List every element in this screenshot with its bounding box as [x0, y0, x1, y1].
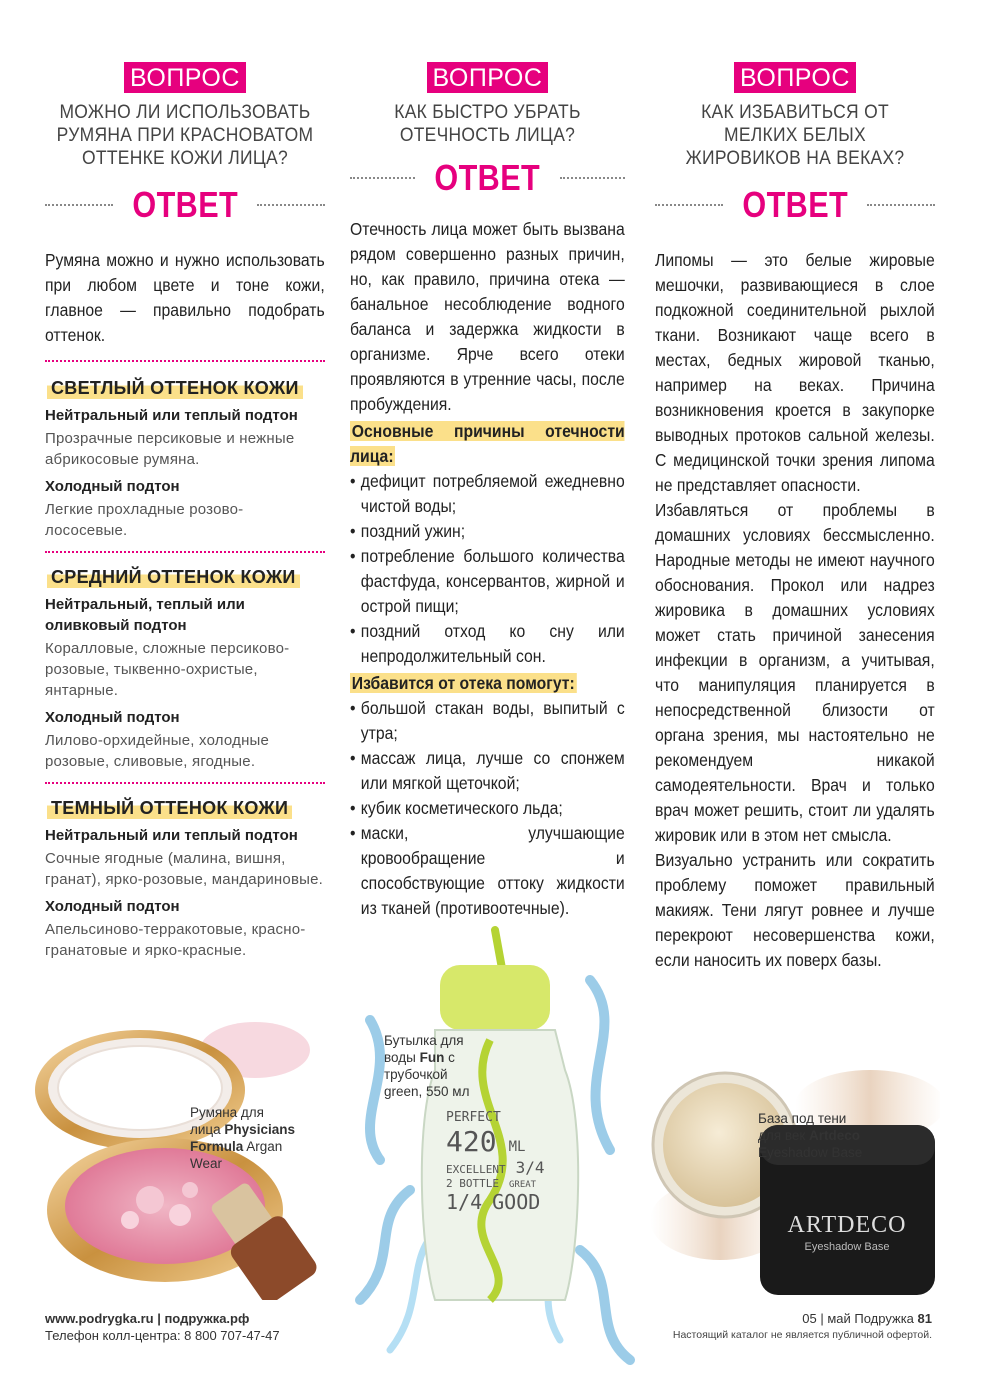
- pink-dotted-divider: [45, 360, 325, 362]
- caption-brand: Physicians Formula: [190, 1122, 295, 1154]
- undertone-label: Холодный подтон: [45, 898, 180, 915]
- caption-text: с трубочкой green, 550 мл: [384, 1050, 470, 1099]
- page-num: 81: [917, 1311, 932, 1326]
- undertone-label: Холодный подтон: [45, 709, 180, 726]
- list-item: • большой стакан воды, выпитый с утра;: [350, 696, 625, 746]
- help-block: [350, 671, 625, 921]
- bottle-text: ML: [508, 1139, 526, 1155]
- undertone-label: Нейтральный, теплый или оливковый подтон: [45, 596, 245, 634]
- pink-dotted-divider: [45, 782, 325, 784]
- bottle-markings: [446, 1110, 556, 1214]
- answer-header: [45, 184, 325, 226]
- question-text: КАК БЫСТРО УБРАТЬ ОТЕЧНОСТЬ ЛИЦА?: [394, 102, 581, 146]
- undertone-label: Нейтральный или теплый подтон: [45, 407, 298, 424]
- answer-paragraph: Избавляться от проблемы в домашних условиях бессмысленно. Народные методы не имеют научного обоснования. Прокол или надрез жировика в домашних условиях может стать причиной занесения инфекции в организм, а учитывая, что манипуляция планируется в непосредственной близости от органа зрения, мы настоятельно не рекомендуем никакой самодеятельности. Врач и только врач может решить, стоит ли удалять жировик или в этом нет смысла.: [655, 500, 935, 845]
- question-badge: ВОПРОС: [427, 62, 549, 93]
- tone-heading: СРЕДНИЙ ОТТЕНОК КОЖИ: [47, 567, 300, 588]
- answer-title: ОТВЕТ: [132, 184, 238, 225]
- list-item: • массаж лица, лучше со спонжем или мягкой щеточкой;: [350, 746, 625, 796]
- shade-list: Коралловые, сложные персиково-розовые, тыквенно-охристые, янтарные.: [45, 640, 290, 699]
- column-puffiness: [350, 62, 625, 921]
- bottle-text: GREAT: [508, 1180, 537, 1190]
- list-item: • дефицит потребляемой ежедневно чистой воды;: [350, 469, 625, 519]
- jar-brand: ARTDECO: [787, 1212, 907, 1238]
- dotted-divider: [655, 204, 723, 206]
- question-text: КАК ИЗБАВИТЬСЯ ОТ МЕЛКИХ БЕЛЫХ ЖИРОВИКОВ НА ВЕКАХ?: [685, 102, 905, 169]
- footer-page-info: [673, 1310, 932, 1344]
- bottle-text: 420: [446, 1125, 497, 1158]
- shade-list: Лилово-орхидейные, холодные розовые, сливовые, ягодные.: [45, 732, 270, 770]
- question-text: МОЖНО ЛИ ИСПОЛЬЗОВАТЬ РУМЯНА ПРИ КРАСНОВАТОМ ОТТЕНКЕ КОЖИ ЛИЦА?: [56, 102, 314, 169]
- caption-text: Argan Wear: [190, 1139, 283, 1171]
- dotted-divider: [560, 177, 625, 179]
- answer-intro: Отечность лица может быть вызвана рядом совершенно разных причин, но, как правило, причина отека — банальное несоблюдение водного баланса и задержка жидкости в организме. Ярче всего отеки проявляются в утренние часы, после пробуждения.: [350, 219, 625, 414]
- causes-block: [350, 419, 625, 669]
- list-item: • поздний отход ко сну или непродолжительный сон.: [350, 619, 625, 669]
- jar-product: Eyeshadow Base: [804, 1241, 890, 1253]
- caption-text: База под тени для век: [758, 1111, 847, 1143]
- list-item: • маски, улучшающие кровообращение и способствующие оттоку жидкости из тканей (противоотечные).: [350, 821, 625, 921]
- causes-heading: Основные причины отечности лица:: [350, 421, 625, 466]
- question-badge: ВОПРОС: [734, 62, 856, 93]
- answer-intro: Румяна можно и нужно использовать при любом цвете и тоне кожи, главное — правильно подобрать оттенок.: [45, 250, 325, 345]
- bottle-text: 3/4: [515, 1158, 545, 1177]
- answer-paragraph: Липомы — это белые жировые мешочки, развивающиеся в слое подкожной соединительной рыхлой ткани. Возникают чаще всего в местах, бедных жировой тканью, например на веках. Причина возникновения кроется в закупорке выводных протоков сальной железы. С медицинской точки зрения липома не представляет опасности.: [655, 250, 935, 495]
- bottle-text: 1/4: [446, 1190, 483, 1214]
- footer-site-links[interactable]: www.podrygka.ru | подружка.рф: [45, 1311, 250, 1326]
- undertone-label: Холодный подтон: [45, 478, 180, 495]
- answer-title: ОТВЕТ: [742, 184, 848, 225]
- list-item: • потребление большого количества фастфуда, консервантов, жирной и острой пищи;: [350, 544, 625, 619]
- footer-contacts: [45, 1310, 280, 1344]
- help-list: [350, 696, 625, 921]
- undertone-label: Нейтральный или теплый подтон: [45, 827, 298, 844]
- pink-dotted-divider: [45, 551, 325, 553]
- tone-section-dark: [45, 798, 325, 961]
- shade-list: Прозрачные персиковые и нежные абрикосовые румяна.: [45, 430, 295, 468]
- tone-heading: СВЕТЛЫЙ ОТТЕНОК КОЖИ: [47, 378, 303, 399]
- bottle-caption: [384, 1032, 484, 1100]
- bottle-text: PERFECT: [446, 1110, 501, 1125]
- answer-title: ОТВЕТ: [434, 157, 541, 198]
- eyeshadow-base-image: [640, 1055, 940, 1300]
- shade-list: Апельсиново-терракотовые, красно-гранатовые и ярко-красные.: [45, 921, 306, 959]
- causes-list: [350, 469, 625, 669]
- caption-brand: Artdeco: [809, 1128, 861, 1143]
- shade-list: Сочные ягодные (малина, вишня, гранат), ярко-розовые, мандариновые.: [45, 850, 324, 888]
- dotted-divider: [257, 204, 325, 206]
- dotted-divider: [867, 204, 935, 206]
- caption-text: Eyeshadow Base: [758, 1145, 863, 1160]
- column-lipoma: [655, 62, 935, 973]
- footer-phone: Телефон колл-центра: 8 800 707-47-47: [45, 1328, 280, 1343]
- blush-caption: [190, 1104, 295, 1172]
- question-badge: ВОПРОС: [124, 62, 246, 93]
- caption-text: Бутылка для воды: [384, 1033, 464, 1065]
- answer-paragraph: Визуально устранить или сократить проблему поможет правильный макияж. Тени лягут ровнее и лучше перекроют несовершенства кожи, если наносить их поверх базы.: [655, 850, 935, 970]
- list-item: • поздний ужин;: [350, 519, 625, 544]
- column-blush: [45, 62, 325, 961]
- dotted-divider: [45, 204, 113, 206]
- bottle-text: GOOD: [492, 1190, 541, 1214]
- shade-list: Легкие прохладные розово-лососевые.: [45, 501, 244, 539]
- disclaimer: Настоящий каталог не является публичной офертой.: [672, 1329, 932, 1341]
- tone-section-light: [45, 378, 325, 541]
- eyeshadow-caption: [758, 1110, 873, 1161]
- tone-section-medium: [45, 567, 325, 772]
- bottle-text: 2 BOTTLE: [446, 1177, 499, 1190]
- tone-heading: ТЕМНЫЙ ОТТЕНОК КОЖИ: [47, 798, 292, 819]
- caption-text: Румяна для лица: [190, 1105, 264, 1137]
- jar-label: [762, 1212, 932, 1253]
- issue-label: 05 | май Подружка: [802, 1311, 914, 1326]
- page-number: [673, 1310, 932, 1327]
- bottle-text: EXCELLENT: [446, 1163, 506, 1176]
- dotted-divider: [350, 177, 415, 179]
- answer-header: [350, 157, 625, 199]
- answer-header: [655, 184, 935, 226]
- help-heading: Избавится от отека помогут:: [351, 673, 575, 693]
- list-item: • кубик косметического льда;: [350, 796, 625, 821]
- caption-brand: Fun: [419, 1050, 445, 1065]
